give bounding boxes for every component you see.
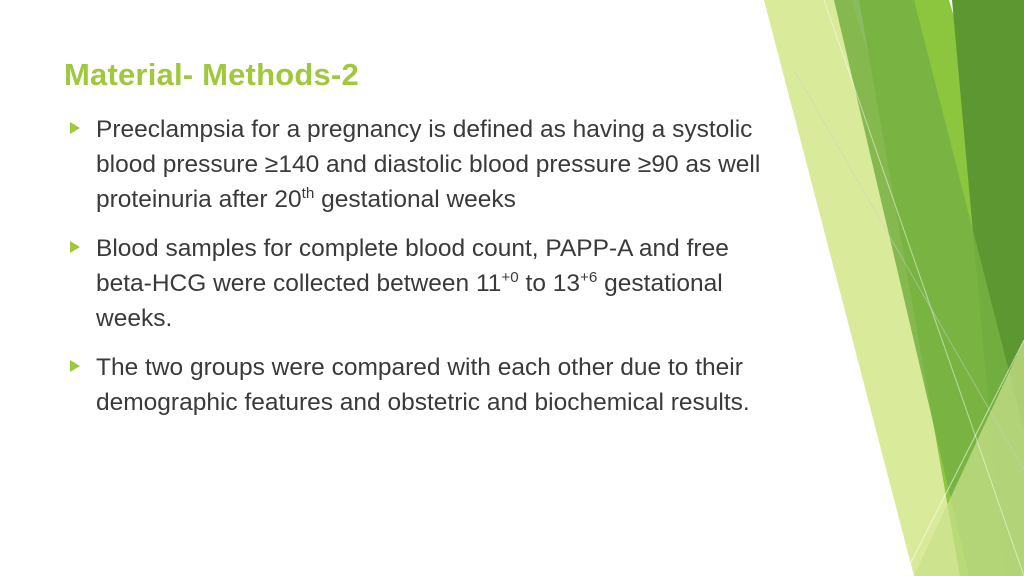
bullet-text: Blood samples for complete blood count, PAPP-A and free beta-HCG were collected between $11^{+0}$ to $13^{+6}$ gestational weeks. [96, 235, 729, 332]
superscript: +6 [580, 268, 598, 286]
bullet-text: The two groups were compared with each other due to their demographic features and obstetric and biochemical results. [96, 354, 750, 416]
page-title: Material- Methods-2 [64, 57, 359, 92]
list-item [64, 231, 782, 336]
list-item [64, 350, 782, 420]
decorative-green-graphic [764, 0, 1024, 576]
bullet-list [64, 112, 782, 420]
superscript: +0 [501, 268, 519, 286]
bullet-text: Preeclampsia for a pregnancy is defined as having a systolic blood pressure ≥140 and diastolic blood pressure ≥90 as well proteinuria after 20th gestational weeks [96, 116, 761, 213]
triangle-bullet-icon [70, 360, 80, 372]
triangle-bullet-icon [70, 122, 80, 134]
superscript: th [301, 184, 315, 202]
triangle-bullet-icon [70, 241, 80, 253]
list-item [64, 112, 782, 217]
